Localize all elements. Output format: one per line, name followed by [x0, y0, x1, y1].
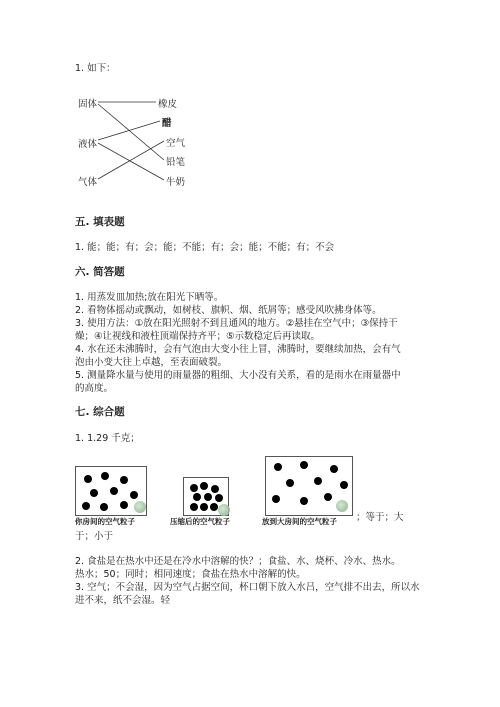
particle-box-room	[75, 466, 147, 516]
match-line-liquid-vinegar	[98, 121, 160, 140]
caption-room: 你房间的空气粒子	[75, 517, 135, 526]
section6-line: 燥；④让视线和液柱顶端保持齐平；⑤示数稳定后再读取。	[75, 331, 321, 342]
right-item-air: 空气	[166, 138, 186, 149]
section5-title: 五. 填表题	[75, 216, 125, 228]
section7-line: 3. 空气；不会湿，因为空气占据空间，杯口朝下放入水吕，空气排不出去，所以水	[75, 582, 420, 593]
right-item-pencil: 铅笔	[166, 157, 186, 168]
answer-after-boxes: ；等于；大	[356, 512, 404, 523]
watermark-logo	[218, 504, 230, 516]
section6-line: 的高度。	[75, 383, 114, 394]
matching-lines	[0, 0, 500, 220]
section6-line: 3. 使用方法：①放在阳光照射不到且通风的地方。②悬挂在空气中；③保持干	[75, 318, 398, 329]
right-item-eraser: 橡皮	[158, 99, 178, 110]
section7-line: 进不来，纸不会湿。轻	[75, 595, 171, 606]
match-line-solid-pencil	[98, 104, 164, 160]
watermark-logo	[134, 501, 146, 513]
section7-q1: 1. 1.29 千克；	[75, 433, 140, 444]
q1-label: 1. 如下：	[75, 63, 116, 74]
match-line-gas-air	[98, 141, 164, 179]
match-line-liquid-milk	[98, 143, 164, 180]
left-item-liquid: 液体	[78, 139, 98, 150]
right-item-milk: 牛奶	[166, 177, 186, 188]
section6-title: 六. 简答题	[75, 266, 125, 278]
section6-line: 泡由小变大往上卓越，至表面破裂。	[75, 357, 228, 368]
answer-after-boxes-cont: 于；小于	[75, 531, 114, 542]
watermark-logo	[336, 500, 348, 512]
right-item-vinegar: 醋	[162, 118, 172, 129]
section6-line: 5. 测量降水量与使用的雨量器的粗细、大小没有关系，看的是雨水在雨量器中	[75, 370, 401, 381]
section5-answer: 1. 能；能；有；会；能；不能；有；会；能；不能；有；不会	[75, 242, 335, 253]
caption-compressed: 压缩后的空气粒子	[170, 517, 230, 526]
left-item-solid: 固体	[78, 99, 98, 110]
section7-title: 七. 综合题	[75, 406, 125, 418]
particle-box-large-room	[265, 456, 353, 516]
section6-line: 2. 看物体摇动或飘动，如树枝、旗帜、烟、纸屑等；感受风吹拂身体等。	[75, 305, 382, 316]
section7-line: 2. 食盐是在热水中还是在冷水中溶解的快？；食盐、水、烧杯、冷水、热水。	[75, 556, 401, 567]
section7-line: 热水；50；同时；相同速度；食盐在热水中溶解的快。	[75, 569, 306, 580]
caption-large-room: 放到大房间的空气粒子	[262, 517, 337, 526]
left-item-gas: 气体	[78, 177, 98, 188]
section6-line: 4. 水在还未沸腾时，会有气泡由大变小往上冒，沸腾时，要继续加热，会有气	[75, 344, 401, 355]
section6-line: 1. 用蒸发皿加热;放在阳光下晒等。	[75, 292, 224, 303]
particle-box-compressed	[183, 477, 229, 516]
